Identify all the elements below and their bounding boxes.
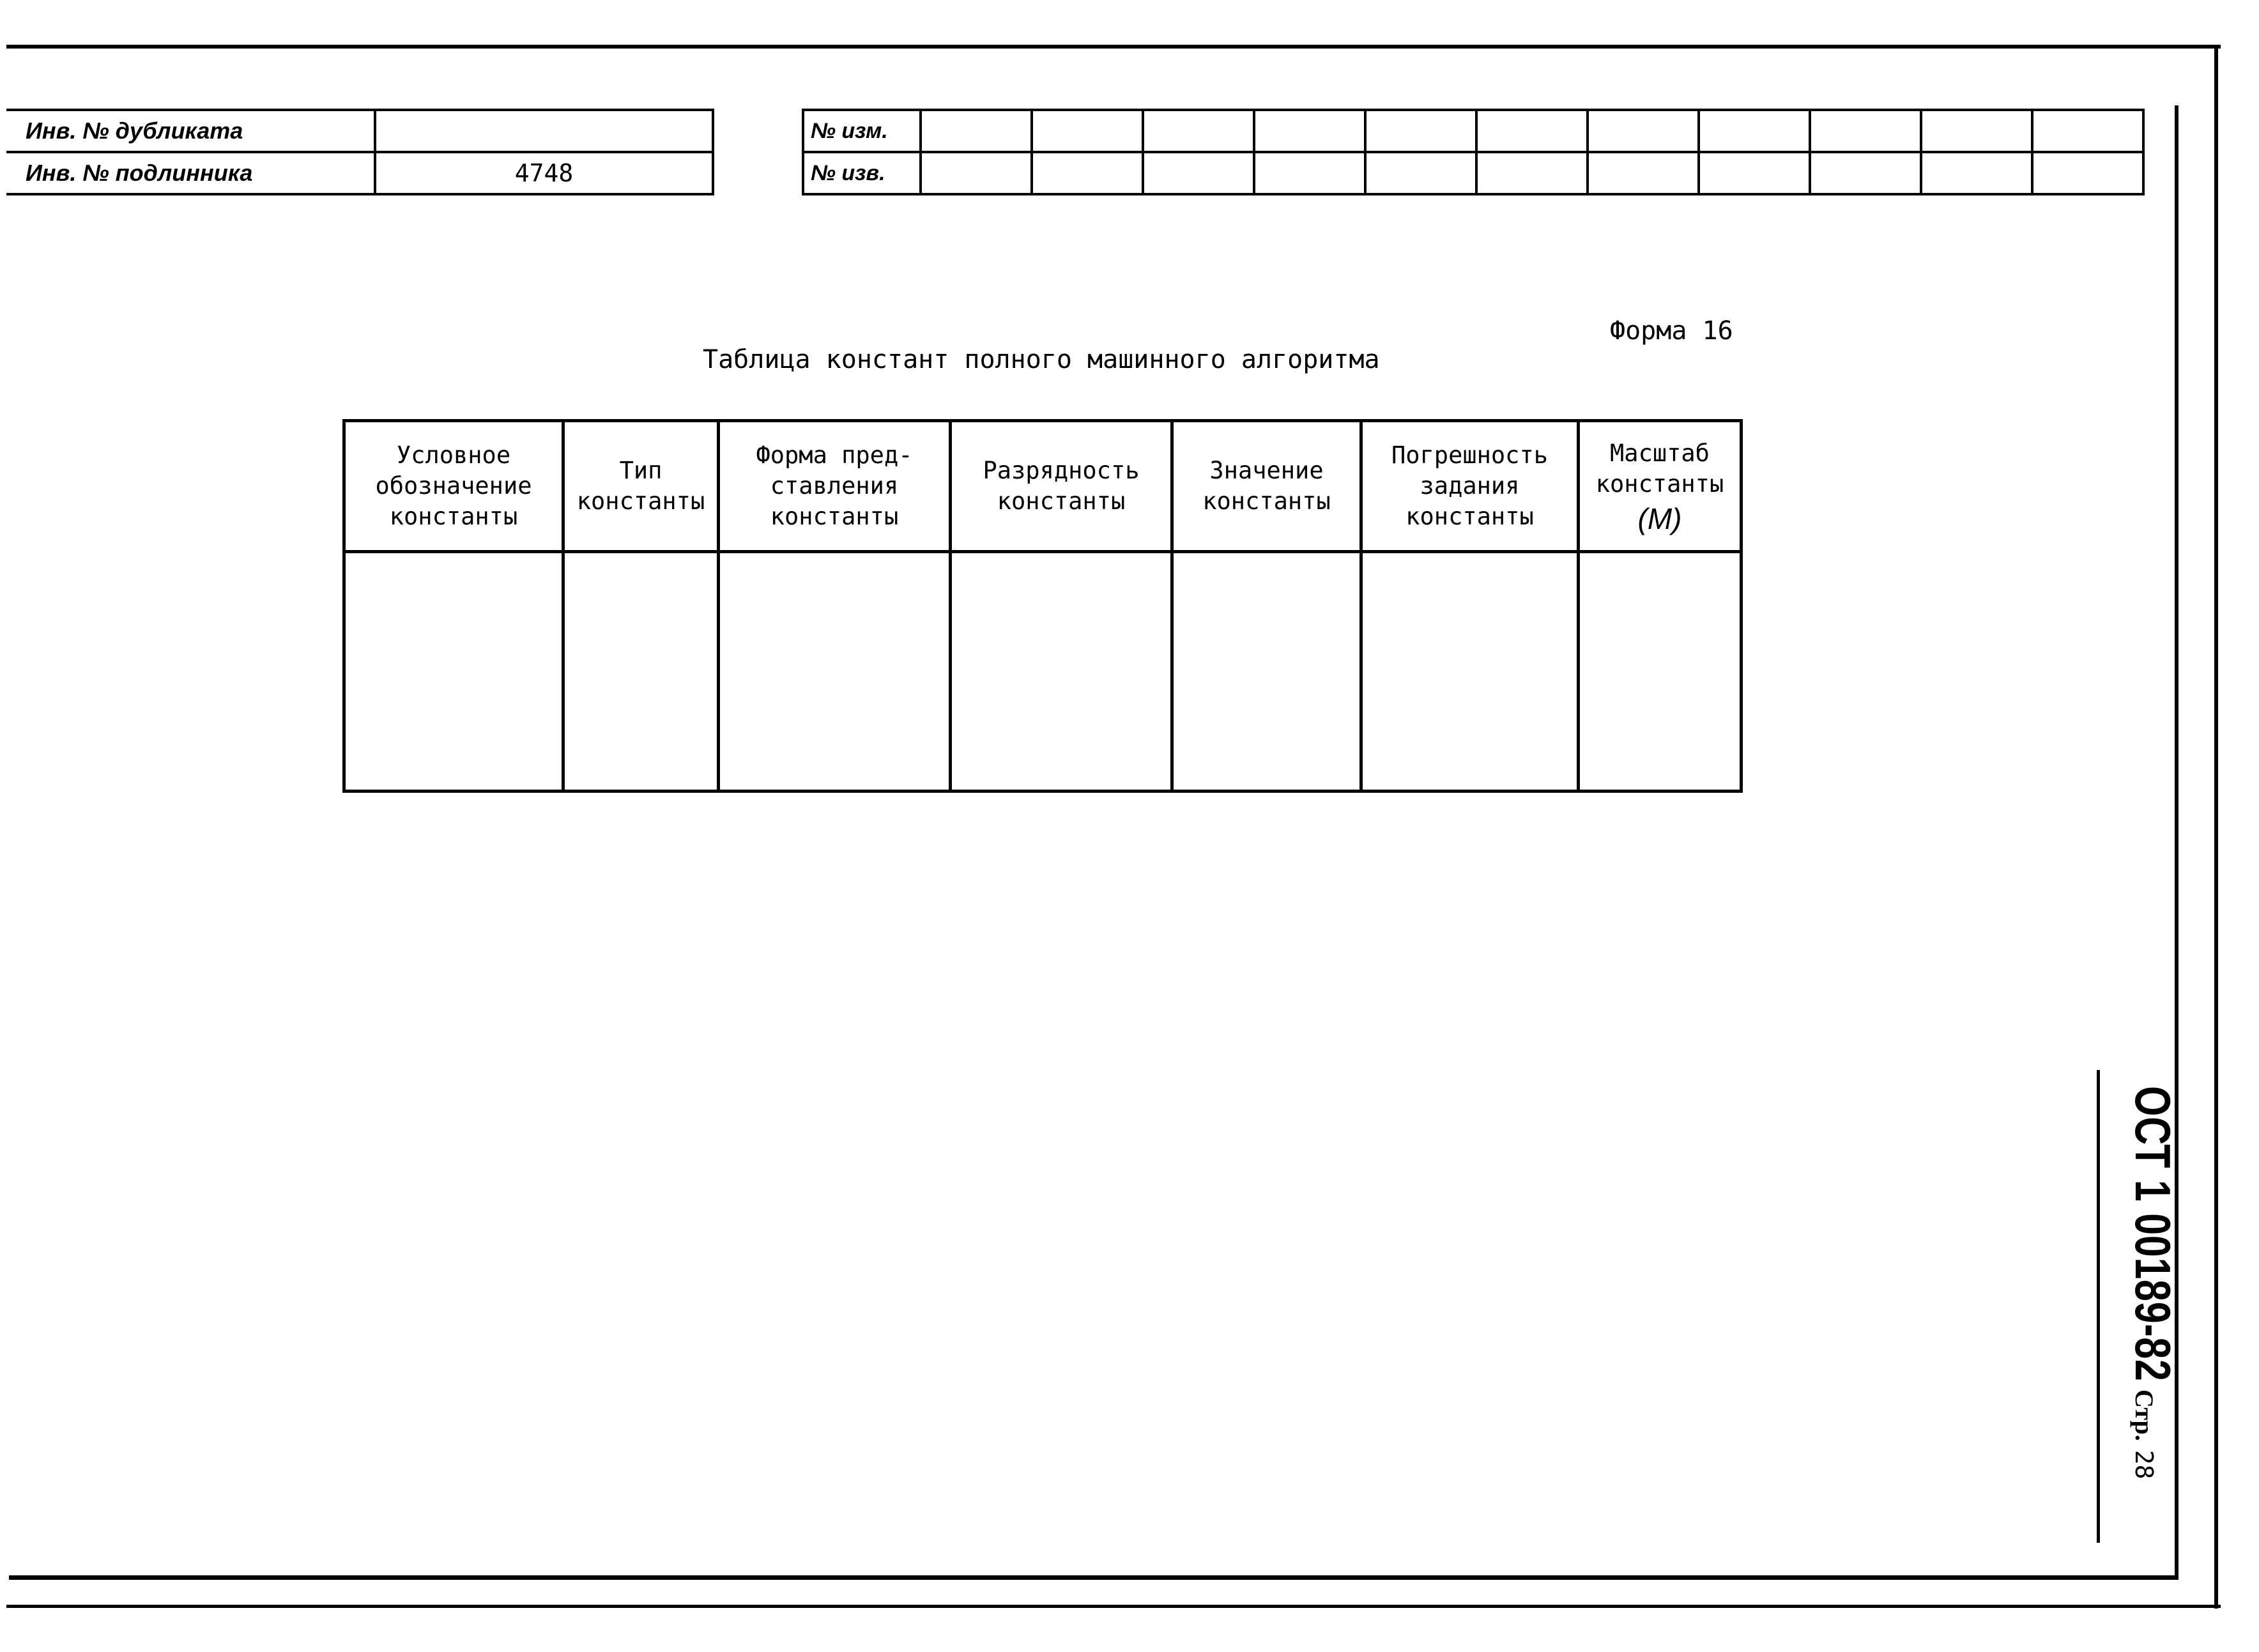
header-symbol — [344, 421, 563, 552]
header-line: Тип — [619, 457, 662, 484]
header-scale — [1579, 421, 1742, 552]
stamp-cell — [1254, 110, 1365, 152]
stamp-cell — [1588, 110, 1699, 152]
header-line: Разрядность — [983, 457, 1140, 484]
header-line: Условное — [396, 441, 511, 469]
form-number: Форма 16 — [1610, 316, 1733, 346]
header-bit-depth — [951, 421, 1172, 552]
stamp-row-original — [6, 152, 713, 194]
stamp-cell — [1254, 152, 1365, 194]
frame-inner-bottom-line — [9, 1575, 2179, 1580]
stamp-row-change — [803, 110, 2143, 152]
header-type — [563, 421, 719, 552]
header-line: константы — [389, 503, 518, 530]
stamp-cell — [1810, 152, 1921, 194]
inventory-stamp — [6, 109, 714, 195]
stamp-cell — [1143, 152, 1254, 194]
header-line: константы — [1202, 487, 1331, 515]
header-line: Масштаб — [1610, 440, 1710, 467]
standard-designation — [2124, 1086, 2182, 1533]
header-line: обозначение — [375, 472, 532, 500]
stamp-cell — [1365, 152, 1476, 194]
header-line: Значение — [1209, 457, 1324, 484]
designation-bar — [2097, 1070, 2100, 1543]
header-line: константы — [1595, 470, 1724, 498]
stamp-cell — [1699, 152, 1810, 194]
stamp-cell — [1699, 110, 1810, 152]
stamp-cell — [1476, 152, 1588, 194]
table-cell[interactable] — [951, 552, 1172, 792]
duplicate-inv-label: Инв. № дубликата — [6, 110, 375, 152]
stamp-cell — [1921, 110, 2032, 152]
table-cell[interactable] — [1172, 552, 1361, 792]
standard-code: ОСТ 1 00189-82 — [2125, 1086, 2181, 1382]
header-line: константы — [576, 487, 705, 515]
frame-right-line — [2214, 45, 2218, 1609]
table-cell[interactable] — [1579, 552, 1742, 792]
header-line: ставления — [770, 472, 899, 500]
stamp-cell — [1921, 152, 2032, 194]
table-cell[interactable] — [719, 552, 951, 792]
header-line: константы — [1405, 503, 1534, 530]
table-title: Таблица констант полного машинного алгоритма — [703, 345, 1380, 374]
header-representation — [719, 421, 951, 552]
stamp-cell — [1032, 152, 1143, 194]
stamp-cell — [1588, 152, 1699, 194]
scale-symbol: (М) — [1637, 502, 1682, 535]
header-line: константы — [770, 503, 899, 530]
header-value — [1172, 421, 1361, 552]
table-cell[interactable] — [563, 552, 719, 792]
page-label: Стр. — [2130, 1389, 2159, 1441]
table-header-row — [344, 421, 1742, 552]
original-inv-value: 4748 — [375, 152, 713, 194]
page-number: 28 — [2130, 1449, 2158, 1480]
constants-table — [342, 419, 1743, 793]
stamp-row-notice — [803, 152, 2143, 194]
change-no-label: № изм. — [803, 110, 921, 152]
stamp-cell — [2032, 152, 2143, 194]
stamp-row-duplicate — [6, 110, 713, 152]
stamp-cell — [1365, 110, 1476, 152]
stamp-cell — [1032, 110, 1143, 152]
header-line: задания — [1420, 472, 1520, 500]
stamp-cell — [1810, 110, 1921, 152]
stamp-cell — [921, 152, 1032, 194]
header-line: константы — [997, 487, 1126, 515]
revision-stamp — [802, 109, 2145, 195]
header-line: Форма пред- — [756, 441, 913, 469]
frame-top-line — [6, 45, 2221, 49]
table-cell[interactable] — [344, 552, 563, 792]
notice-no-label: № изв. — [803, 152, 921, 194]
header-error — [1361, 421, 1579, 552]
table-cell[interactable] — [1361, 552, 1579, 792]
frame-bottom-line — [6, 1605, 2221, 1608]
table-row — [344, 552, 1742, 792]
header-line: Погрешность — [1391, 441, 1549, 469]
stamp-cell — [2032, 110, 2143, 152]
original-inv-label: Инв. № подлинника — [6, 152, 375, 194]
stamp-cell — [1143, 110, 1254, 152]
stamp-cell — [921, 110, 1032, 152]
stamp-cell — [1476, 110, 1588, 152]
duplicate-inv-value — [375, 110, 713, 152]
